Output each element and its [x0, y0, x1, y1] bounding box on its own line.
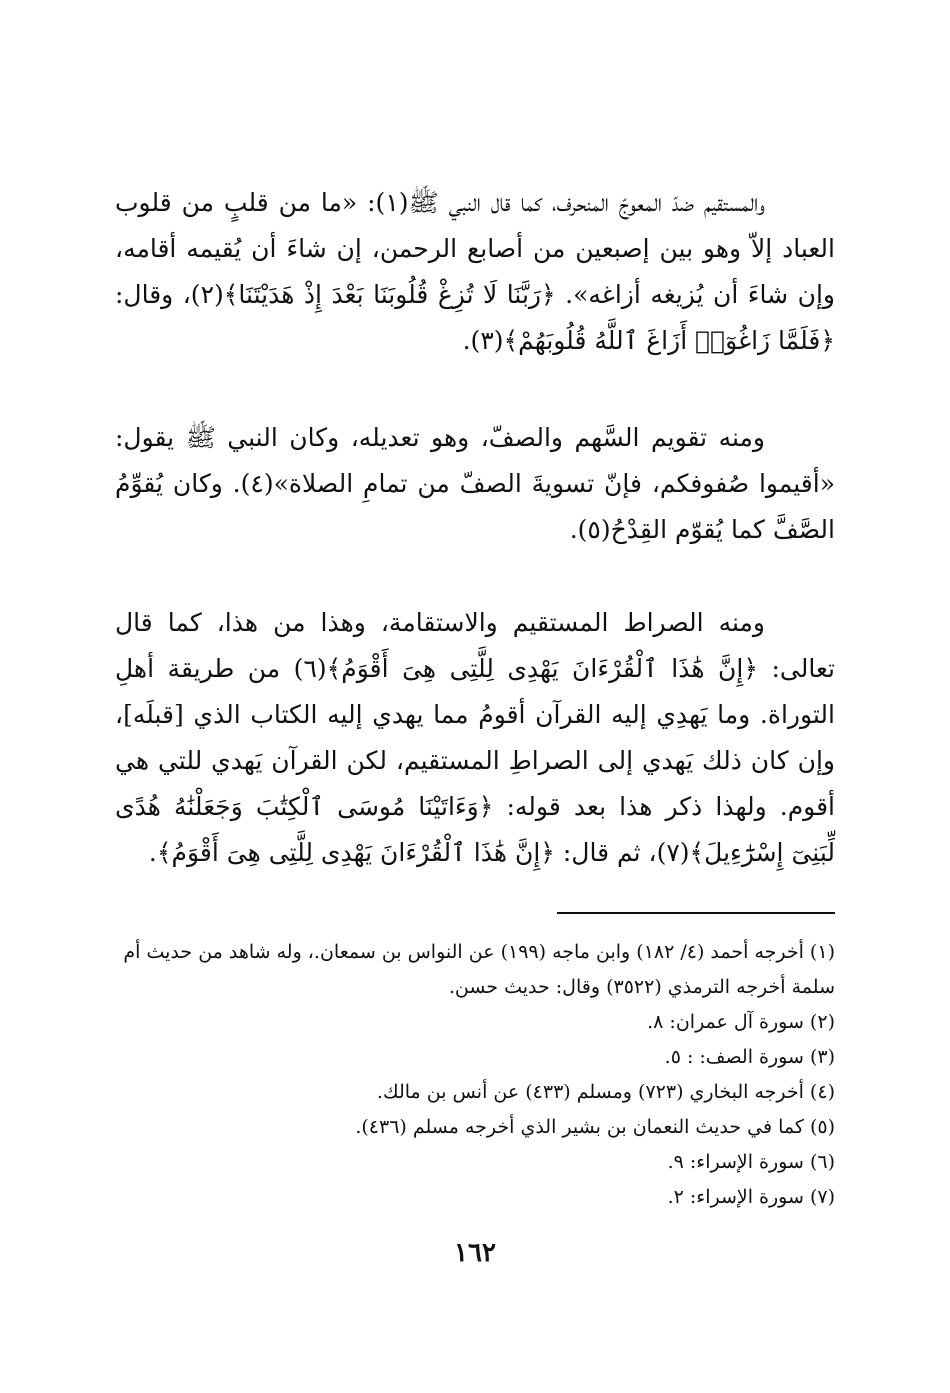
body-paragraph: والمستقيم ضدّ المعوجّ المنحرف، كما قال النبي ﷺ(١): «ما من قلبٍ من قلوب العباد إلاّ وهو بين إصبعين من أصابع الرحمن، إن شاءَ أن يُقيمه أقامه، وإن شاءَ أن يُزيغه أزاغه». ﴿رَبَّنَا لَا تُزِغْ قُلُوبَنَا بَعْدَ إِذْ هَدَيْتَنَا﴾(٢)، وقال: ﴿فَلَمَّا زَاغُوٓا۟ أَزَاغَ ٱللَّهُ قُلُوبَهُمْ﴾(٣). — [115, 188, 835, 355]
body-paragraph: ومنه تقويم السَّهم والصفّ، وهو تعديله، وكان النبي ﷺ يقول: «أقيموا صُفوفكم، فإنّ تسويةَ الصفّ من تمامِ الصلاة»(٤). وكان يُقوِّمُ الصَّفَّ كما يُقوّم القِدْحُ(٥). — [115, 423, 835, 544]
footnote: (٦) سورة الإسراء: ٩. — [667, 1151, 835, 1173]
footnote: (٢) سورة آل عمران: ٨. — [647, 1011, 835, 1033]
footnote-divider — [557, 912, 835, 914]
footnote: (٧) سورة الإسراء: ٢. — [667, 1186, 835, 1208]
footnote: (٣) سورة الصف: : ٥. — [664, 1046, 835, 1068]
page-number: ١٦٢ — [454, 1238, 496, 1268]
footnotes-list — [110, 935, 835, 1215]
footnote: (١) أخرجه أحمد (٤/ ١٨٢) وابن ماجه (١٩٩) عن النواس بن سمعان.، وله شاهد من حديث أم سلمة أخرجه الترمذي (٣٥٢٢) وقال: حديث حسن. — [123, 941, 835, 998]
footnote: (٥) كما في حديث النعمان بن بشير الذي أخرجه مسلم (٤٣٦). — [355, 1116, 835, 1138]
body-paragraph: ومنه الصراط المستقيم والاستقامة، وهذا من هذا، كما قال تعالى: ﴿إِنَّ هَٰذَا ٱلْقُرْءَانَ يَهْدِى لِلَّتِى هِىَ أَقْوَمُ﴾(٦) من طريقة أهلِ التوراة. وما يَهدِي إليه القرآن أقومُ مما يهدي إليه الكتاب الذي [قبلَه]، وإن كان ذلك يَهدي إلى الصراطِ المستقيم، لكن القرآن يَهدي للتي هي أقوم. ولهذا ذكر هذا بعد قوله: ﴿وَءَاتَيْنَا مُوسَى ٱلْكِتَٰبَ وَجَعَلْنَٰهُ هُدًى لِّبَنِىٓ إِسْرَٰٓءِيلَ﴾(٧)، ثم قال: ﴿إِنَّ هَٰذَا ٱلْقُرْءَانَ يَهْدِى لِلَّتِى هِىَ أَقْوَمُ﴾. — [115, 608, 835, 867]
footnote: (٤) أخرجه البخاري (٧٢٣) ومسلم (٤٣٣) عن أنس بن مالك. — [376, 1081, 835, 1103]
